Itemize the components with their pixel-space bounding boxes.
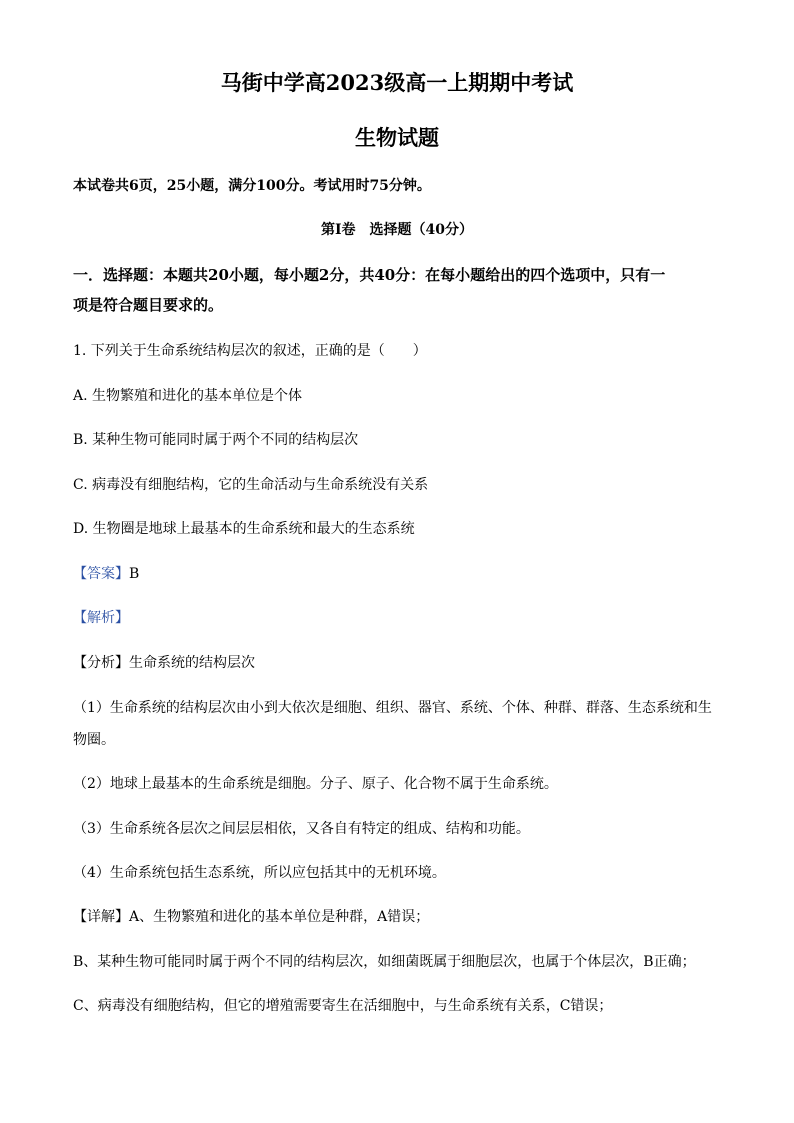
section-heading-line1: 一．选择题：本题共20小题，每小题2分，共40分：在每小题给出的四个选项中，只有一: [73, 266, 666, 284]
point-3: （3）生命系统各层次之间层层相依，又各自有特定的组成、结构和功能。: [73, 821, 530, 837]
point-1-cont: 物圈。: [73, 732, 115, 748]
answer-line: [73, 564, 139, 584]
xiangjie-a: A、生物繁殖和进化的基本单位是种群，A错误；: [129, 909, 430, 925]
option-a: A. 生物繁殖和进化的基本单位是个体: [73, 388, 303, 404]
analysis-tag: 【解析】: [73, 610, 129, 626]
part-heading: 第Ⅰ卷 选择题（40分）: [320, 222, 474, 238]
point-4: （4）生命系统包括生态系统，所以应包括其中的无机环境。: [73, 865, 446, 881]
fenxi-tag: 【分析】: [73, 655, 129, 671]
section-heading-line2: 项是符合题目要求的。: [73, 296, 224, 314]
question-stem: 1. 下列关于生命系统结构层次的叙述，正确的是（ ）: [73, 343, 427, 359]
xiangjie-b: B、某种生物可能同时属于两个不同的结构层次，如细菌既属于细胞层次，也属于个体层次，B正确；: [73, 954, 696, 970]
option-b: B. 某种生物可能同时属于两个不同的结构层次: [73, 432, 359, 448]
point-2: （2）地球上最基本的生命系统是细胞。分子、原子、化合物不属于生命系统。: [73, 776, 558, 792]
subject-title: 生物试题: [355, 125, 439, 150]
xiangjie-tag: 【详解】: [73, 909, 129, 925]
option-c: C. 病毒没有细胞结构，它的生命活动与生命系统没有关系: [73, 477, 429, 493]
xiangjie-line: [73, 907, 429, 927]
xiangjie-c: C、病毒没有细胞结构，但它的增殖需要寄生在活细胞中，与生命系统有关系，C错误；: [73, 998, 613, 1014]
option-d: D. 生物圈是地球上最基本的生命系统和最大的生态系统: [73, 521, 415, 537]
exam-title: 马街中学高2023级高一上期期中考试: [220, 70, 574, 95]
fenxi-line: [73, 653, 255, 673]
answer-tag: 【答案】: [73, 566, 129, 582]
point-1: （1）生命系统的结构层次由小到大依次是细胞、组织、器官、系统、个体、种群、群落、生态系统和生: [73, 700, 712, 716]
exam-instructions: 本试卷共6页，25小题，满分100分。考试用时75分钟。: [73, 178, 431, 194]
answer-value: B: [129, 566, 140, 582]
fenxi-text: 生命系统的结构层次: [129, 655, 255, 671]
